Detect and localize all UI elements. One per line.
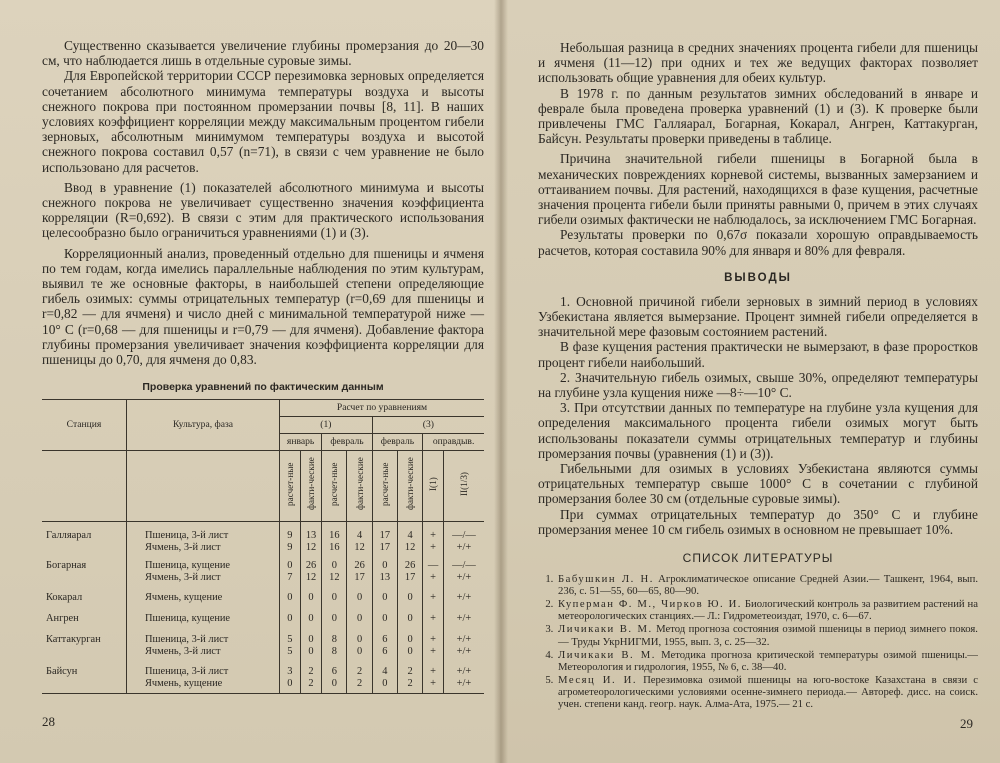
table-row: Галляарал Пшеница, 3-й лист Ячмень, 3-й лист 9 9 13 12 16 16 4 12 17 17 4 12 + + —/— +/+	[42, 522, 484, 555]
header-jan: январь	[280, 434, 322, 451]
header-calc-col: расчет-ные	[284, 462, 295, 507]
paragraph: Существенно сказывается увеличение глубины промерзания до 20—30 см, что наблюдается лишь в отдельные суровые зимы.	[42, 38, 484, 69]
reference-item: 3. Личикаки В. М. Метод прогноза состояния озимой пшеницы в период зимнего покоя.— Труды УкрНИГМИ, 1955, вып. 3, с. 25—32.	[556, 623, 978, 647]
header-station: Станция	[42, 400, 127, 451]
paragraph: Для Европейской территории СССР перезимовка зерновых определяется сочетанием абсолютного минимума температуры воздуха и высоты снежного покрова при постоянном промерзании почвы [8, 11]. В наших условиях коэффициент корреляции между максимальным процентом гибели зерновых, абсолютным минимумом температуры воздуха и высотой снежного покрова составил 0,57 (n=71), в связи с чем уравнение не было использовано для расчетов.	[42, 68, 484, 175]
table-row: Ангрен Пшеница, кущение 0 0 0 0 0 0 + +/+	[42, 604, 484, 625]
header-i3: II(1/3)	[458, 472, 469, 497]
reference-item: 1. Бабушкин Л. Н. Агроклиматическое описание Средней Азии.— Ташкент, 1964, вып. 236, с. 51—55, 60—65, 80—90.	[556, 573, 978, 597]
book-gutter	[494, 0, 508, 763]
right-page	[500, 0, 1000, 763]
header-crop: Культура, фаза	[127, 400, 280, 451]
header-eq1: (1)	[280, 417, 373, 434]
conclusion-item: При суммах отрицательных температур до 350° С и глубине промерзания менее 10 см гибель озимых в основном не превышает 10%.	[538, 506, 978, 537]
header-fact-col: факти-ческие	[354, 457, 365, 511]
header-valid: оправдыв.	[423, 434, 484, 451]
table-title: Проверка уравнений по фактическим данным	[142, 381, 384, 394]
reference-item: 5. Месяц И. И. Перезимовка озимой пшеницы на юго-востоке Казахстана в связи с агрометеорологическими условиями осенне-зимнего периода.— Автореф. дисс. на соиск. учен. степени канд. геогр. наук. Алма-Ата, 1975.— 21 с.	[556, 674, 978, 710]
references-heading: СПИСОК ЛИТЕРАТУРЫ	[682, 551, 834, 566]
paragraph: Ввод в уравнение (1) показателей абсолютного минимума и высоты снежного покрова не увеличивает существенно значения коэффициента корреляции (R=0,692). В связи с этим для практического использования целесообразно было ограничиться уравнениями (1) и (3).	[42, 179, 484, 241]
page-number-left: 28	[42, 714, 55, 729]
paragraph: В 1978 г. по данным результатов зимних обследований в январе и феврале была проведена проверка уравнений (1) и (3). К проверке были привлечены ГМС Галляарал, Богарная, Кокарал, Ангрен, Каттакурган, Байсун. Результаты проверки приведены в таблице.	[538, 85, 978, 147]
header-i1: I(1)	[428, 477, 439, 492]
table-row: Байсун Пшеница, 3-й лист Ячмень, кущение 3 0 2 2 6 0 2 2 4 0 2 2 + + +/+ +/+	[42, 658, 484, 694]
conclusions-heading: ВЫВОДЫ	[724, 271, 792, 284]
paragraph: Результаты проверки по 0,67σ показали хорошую оправдываемость расчетов, которая составила 90% для января и 80% для февраля.	[538, 227, 978, 258]
header-feb-1: февраль	[322, 434, 372, 451]
table-row: Каттакурган Пшеница, 3-й лист Ячмень, 3-й лист 5 5 0 0 8 8 0 0 6 6 0 0 + + +/+ +/+	[42, 625, 484, 658]
paragraph: Небольшая разница в средних значениях процента гибели для пшеницы и ячменя (11—12) при одних и тех же ведущих факторах позволяет использовать общие уравнения для обеих культур.	[538, 40, 978, 86]
conclusion-item: Гибельными для озимых в условиях Узбекистана являются суммы отрицательных температур свыше 1000° С в сочетании с глубиной промерзания более 30 см (отдельные суровые зимы).	[538, 461, 978, 507]
table-row: Богарная Пшеница, кущение Ячмень, 3-й лист 0 7 26 12 0 12 26 17 0 13 26 17 — + —/— +/+	[42, 554, 484, 584]
reference-item: 4. Личикаки В. М. Методика прогноза критической температуры озимой пшеницы.— Метеорология и гидрология, 1955, № 6, с. 38—40.	[556, 649, 978, 673]
conclusion-item: 2. Значительную гибель озимых, свыше 30%, определяют температуры на глубине узла кущения ниже —8÷—10° С.	[538, 369, 978, 401]
conclusion-item: В фазе кущения растения практически не вымерзают, в фазе проростков процент гибели наибольший.	[538, 339, 978, 370]
header-eq3: (3)	[372, 417, 484, 434]
header-feb-3: февраль	[372, 434, 422, 451]
verification-table	[42, 399, 484, 694]
page-number-right: 29	[960, 716, 973, 731]
conclusion-item: 3. При отсутствии данных по температуре на глубине узла кущения для определения максимального процента гибели озимых могут быть использованы показатели суммы отрицательных температур и глубины промерзания почвы (уравнения (1) и (3)).	[538, 400, 978, 461]
table-row: Кокарал Ячмень, кущение 0 0 0 0 0 0 + +/+	[42, 584, 484, 604]
reference-item: 2. Куперман Ф. М., Чирков Ю. И. Биологический контроль за развитием растений на метеорологических станциях.— Л.: Гидрометеоиздат, 1970, с. 6—67.	[556, 598, 978, 622]
paragraph: Причина значительной гибели пшеницы в Богарной была в механических повреждениях корневой системы, вызванных замерзанием и оттаиванием почвы. Для растений, находящихся в фазе кущения, расчетные значения процента гибели были приняты равными 0, причем в этих случаях гибели озимых фактически не наблюдалось, за исключением ГМС Богарная.	[538, 151, 978, 228]
header-calc-col: расчет-ные	[329, 462, 340, 507]
conclusion-item: 1. Основной причиной гибели зерновых в зимний период в условиях Узбекистана является вымерзание. Процент зимней гибели определяется в значительной мере фазовым состоянием растений.	[538, 293, 978, 340]
header-fact-col: факти-ческие	[306, 457, 317, 511]
reference-list	[538, 573, 978, 710]
header-calc: Расчет по уравнениям	[280, 400, 485, 417]
header-calc-col: расчет-ные	[379, 462, 390, 507]
header-fact-col: факти-ческие	[405, 457, 416, 511]
paragraph: Корреляционный анализ, проведенный отдельно для пшеницы и ячменя по тем годам, когда имелись параллельные наблюдения по этим культурам, выявил те же основные факторы, в наибольшей степени определяющие гибель озимых: суммы отрицательных температур (r=0,69 для пшеницы и r=0,82 — для ячменя) и число дней с минимальной температурой ниже —10° С (r=0,68 — для пшеницы и r=0,79 — для ячменя). Добавление фактора глубины промерзания увеличивает значения коэффициента корреляции для пшеницы до 0,70, для ячменя до 0,83.	[42, 245, 484, 368]
